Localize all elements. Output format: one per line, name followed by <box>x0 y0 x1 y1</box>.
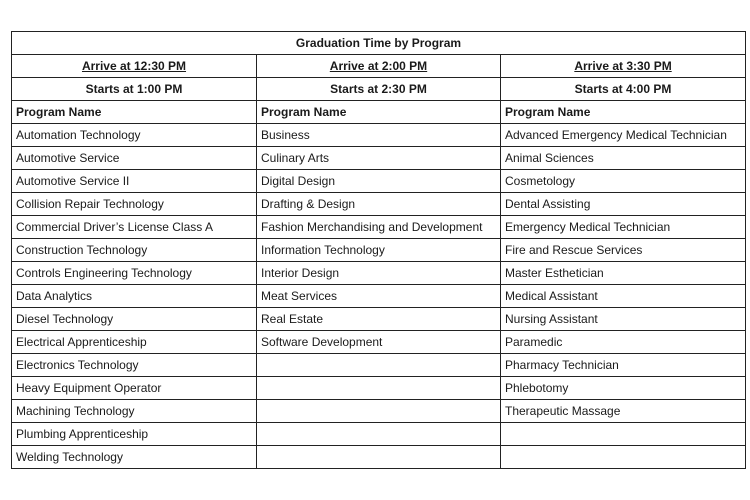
program-cell: Culinary Arts <box>257 147 501 170</box>
program-cell: Automotive Service <box>12 147 257 170</box>
program-cell: Drafting & Design <box>257 193 501 216</box>
table-row <box>12 170 746 193</box>
program-cell: Automation Technology <box>12 124 257 147</box>
program-cell <box>257 354 501 377</box>
starts-row <box>12 78 746 101</box>
program-cell: Controls Engineering Technology <box>12 262 257 285</box>
program-cell: Information Technology <box>257 239 501 262</box>
arrive-time-3: Arrive at 3:30 PM <box>501 55 746 78</box>
table-row <box>12 239 746 262</box>
program-cell: Software Development <box>257 331 501 354</box>
program-cell: Interior Design <box>257 262 501 285</box>
table-title: Graduation Time by Program <box>12 32 746 55</box>
program-cell: Commercial Driver’s License Class A <box>12 216 257 239</box>
program-cell <box>257 423 501 446</box>
table-row <box>12 193 746 216</box>
graduation-time-table <box>11 31 746 469</box>
program-cell: Medical Assistant <box>501 285 746 308</box>
program-cell: Phlebotomy <box>501 377 746 400</box>
column-header-row <box>12 101 746 124</box>
program-cell <box>501 423 746 446</box>
program-cell <box>257 446 501 469</box>
program-cell: Meat Services <box>257 285 501 308</box>
program-cell: Business <box>257 124 501 147</box>
table-row <box>12 377 746 400</box>
program-cell: Emergency Medical Technician <box>501 216 746 239</box>
program-cell: Nursing Assistant <box>501 308 746 331</box>
start-time-1: Starts at 1:00 PM <box>12 78 257 101</box>
table-row <box>12 354 746 377</box>
table-row <box>12 446 746 469</box>
column-header-3: Program Name <box>501 101 746 124</box>
program-cell: Master Esthetician <box>501 262 746 285</box>
table-row <box>12 147 746 170</box>
program-cell: Paramedic <box>501 331 746 354</box>
column-header-1: Program Name <box>12 101 257 124</box>
program-cell: Automotive Service II <box>12 170 257 193</box>
program-cell: Fire and Rescue Services <box>501 239 746 262</box>
program-cell: Diesel Technology <box>12 308 257 331</box>
program-cell: Pharmacy Technician <box>501 354 746 377</box>
program-cell: Construction Technology <box>12 239 257 262</box>
arrive-time-2: Arrive at 2:00 PM <box>257 55 501 78</box>
arrive-row <box>12 55 746 78</box>
program-cell: Therapeutic Massage <box>501 400 746 423</box>
program-cell <box>257 377 501 400</box>
program-cell: Animal Sciences <box>501 147 746 170</box>
start-time-3: Starts at 4:00 PM <box>501 78 746 101</box>
program-cell: Advanced Emergency Medical Technician <box>501 124 746 147</box>
program-cell: Cosmetology <box>501 170 746 193</box>
program-cell: Heavy Equipment Operator <box>12 377 257 400</box>
table-row <box>12 423 746 446</box>
arrive-time-1: Arrive at 12:30 PM <box>12 55 257 78</box>
program-cell: Machining Technology <box>12 400 257 423</box>
program-cell <box>257 400 501 423</box>
program-cell <box>501 446 746 469</box>
program-cell: Real Estate <box>257 308 501 331</box>
program-cell: Dental Assisting <box>501 193 746 216</box>
program-cell: Welding Technology <box>12 446 257 469</box>
table-row <box>12 331 746 354</box>
column-header-2: Program Name <box>257 101 501 124</box>
program-cell: Fashion Merchandising and Development <box>257 216 501 239</box>
table-row <box>12 308 746 331</box>
program-cell: Plumbing Apprenticeship <box>12 423 257 446</box>
table-row <box>12 262 746 285</box>
program-cell: Electronics Technology <box>12 354 257 377</box>
program-cell: Data Analytics <box>12 285 257 308</box>
table-row <box>12 216 746 239</box>
graduation-schedule <box>11 31 745 469</box>
table-row <box>12 285 746 308</box>
title-row <box>12 32 746 55</box>
program-cell: Collision Repair Technology <box>12 193 257 216</box>
program-cell: Electrical Apprenticeship <box>12 331 257 354</box>
table-row <box>12 124 746 147</box>
table-row <box>12 400 746 423</box>
program-cell: Digital Design <box>257 170 501 193</box>
program-list <box>12 124 746 469</box>
start-time-2: Starts at 2:30 PM <box>257 78 501 101</box>
